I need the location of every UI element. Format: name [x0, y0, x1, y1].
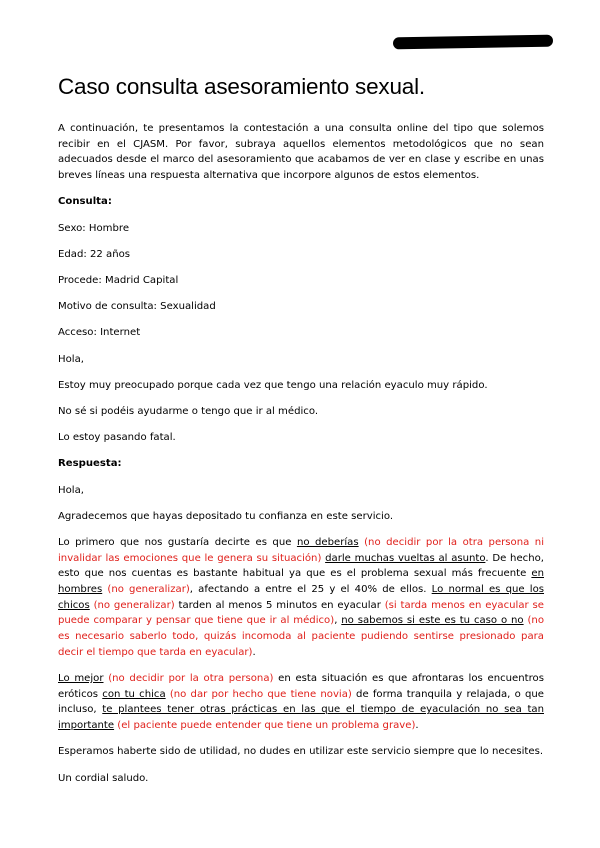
respuesta-signoff: Un cordial saludo. [58, 772, 149, 784]
red-annotation: (no decidir por la otra persona ni invalidar las emociones que le genera su situación) [58, 536, 544, 564]
underlined-phrase: no sabemos si este es tu caso o no [341, 615, 524, 627]
underlined-phrase: con tu chica [102, 688, 166, 700]
red-annotation: (no es necesario saberlo todo, quizás incomoda al paciente pudiendo sentirse presionado para decir el tiempo que tarda en eyacular) [58, 615, 544, 658]
respuesta-paragraph-1 [58, 535, 544, 661]
text-run: tarden al menos 5 minutos en eyacular [174, 599, 385, 611]
underlined-phrase: Lo normal es que los chicos [58, 584, 545, 611]
redaction-mark [393, 35, 553, 50]
consulta-acceso: Acceso: Internet [58, 327, 141, 339]
consulta-sexo: Sexo: Hombre [58, 222, 130, 234]
underlined-phrase: te plantees tener otras prácticas en las que el tiempo de eyaculación no sea tan importante [58, 704, 544, 732]
text-run: . De hecho, esto que nos cuentas es bastante habitual ya que es el problema sexual más frecuente [58, 552, 544, 580]
consulta-greeting: Hola, [58, 353, 84, 365]
text-run: en esta situación es que afrontaras los encuentros eróticos [58, 673, 544, 700]
consulta-line: No sé si podéis ayudarme o tengo que ir al médico. [58, 405, 319, 417]
respuesta-thanks: Agradecemos que hayas depositado tu confianza en este servicio. [58, 510, 394, 522]
consulta-line: Lo estoy pasando fatal. [58, 432, 176, 444]
red-annotation: (no dar por hecho que tiene novia) [165, 688, 352, 700]
underlined-phrase: en hombres [58, 568, 544, 596]
red-annotation: (no decidir por la otra persona) [103, 673, 274, 685]
document-body [58, 121, 544, 786]
consulta-motivo: Motivo de consulta: Sexualidad [58, 301, 216, 313]
consulta-procede: Procede: Madrid Capital [58, 274, 179, 286]
underlined-phrase: Lo mejor [58, 673, 104, 685]
red-annotation: (no generalizar) [102, 584, 190, 596]
underlined-phrase: no deberías [296, 536, 359, 548]
text-run: Lo primero que nos gustaría decirte es que [58, 536, 297, 548]
text-run: . [415, 720, 419, 732]
consulta-edad: Edad: 22 años [58, 248, 131, 260]
respuesta-closing: Esperamos haberte sido de utilidad, no dudes en utilizar este servicio siempre que lo necesites. [58, 746, 544, 758]
red-annotation: (el paciente puede entender que tiene un problema grave) [114, 720, 416, 732]
underlined-phrase: darle muchas vueltas al asunto [325, 552, 486, 564]
consulta-heading: Consulta: [58, 196, 112, 208]
respuesta-paragraph-2 [58, 671, 544, 734]
text-run: , [334, 615, 342, 627]
consulta-line: Estoy muy preocupado porque cada vez que tengo una relación eyaculo muy rápido. [58, 379, 488, 391]
text-run: . [252, 646, 256, 658]
document-title: Caso consulta asesoramiento sexual. [58, 74, 425, 99]
red-annotation: (si tarda menos en eyacular se puede comparar y pensar que tiene que ir al médico) [58, 599, 544, 627]
intro-paragraph: A continuación, te presentamos la contestación a una consulta online del tipo que solemos recibir en el CJASM. Por favor, subraya aquellos elementos metodológicos que no sean adecuados desde el marco del asesoramiento que acabamos de ver en clase y escribe en unas breves líneas una respuesta alternativa que incorpore algunos de estos elementos. [58, 123, 544, 182]
red-annotation: (no generalizar) [89, 599, 175, 611]
respuesta-heading: Respuesta: [58, 458, 122, 470]
text-run: , afectando a entre el 25 y el 40% de ellos. [189, 584, 432, 596]
text-run: de forma tranquila y relajada, o que incluso, [58, 688, 544, 716]
respuesta-greeting: Hola, [58, 484, 84, 496]
